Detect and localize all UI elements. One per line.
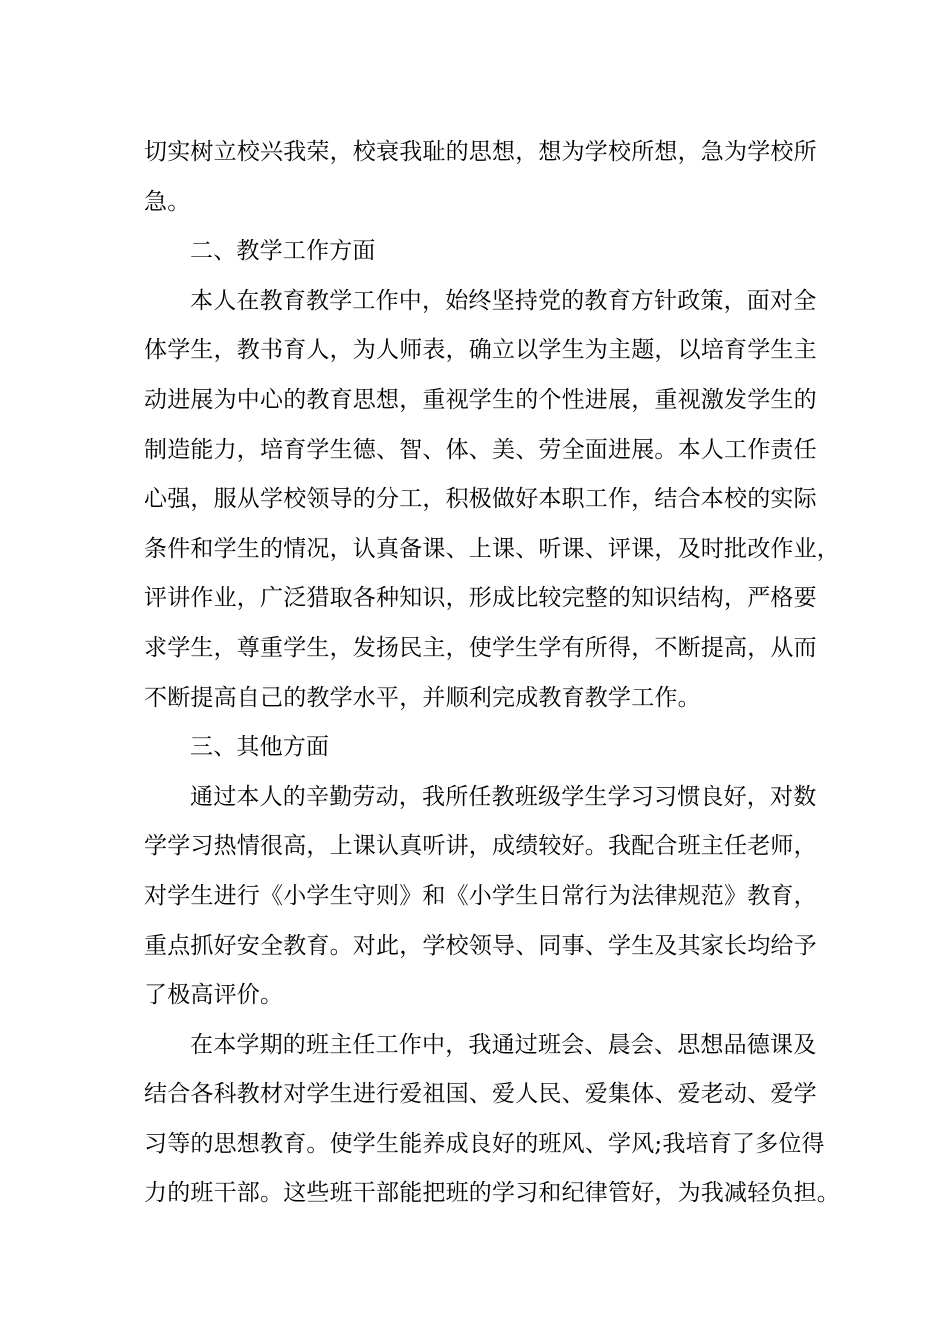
text-line: 动进展为中心的教育思想，重视学生的个性进展，重视激发学生的 [144,386,817,413]
text-line: 对学生进行《小学生守则》和《小学生日常行为法律规范》教育， [144,882,817,909]
text-line: 习等的思想教育。使学生能养成良好的班风、学风;我培育了多位得 [144,1130,825,1157]
text-line: 体学生，教书育人，为人师表，确立以学生为主题，以培育学生主 [144,337,817,364]
section-heading: 二、教学工作方面 [190,238,376,265]
text-line: 心强，服从学校领导的分工，积极做好本职工作，结合本校的实际 [144,486,817,513]
text-line: 了极高评价。 [144,982,284,1009]
text-line: 通过本人的辛勤劳动，我所任教班级学生学习习惯良好，对数 [190,783,817,810]
text-line: 本人在教育教学工作中，始终坚持党的教育方针政策，面对全 [190,287,817,314]
text-line: 学学习热情很高，上课认真听讲，成绩较好。我配合班主任老师， [144,833,817,860]
text-line: 不断提高自己的教学水平，并顺利完成教育教学工作。 [144,684,701,711]
text-line: 求学生，尊重学生，发扬民主，使学生学有所得，不断提高，从而 [144,634,817,661]
text-line: 评讲作业，广泛猎取各种知识，形成比较完整的知识结构，严格要 [144,585,817,612]
text-line: 切实树立校兴我荣，校衰我耻的思想，想为学校所想，急为学校所 [144,139,817,165]
text-line: 力的班干部。这些班干部能把班的学习和纪律管好，为我减轻负担。 [144,1180,840,1207]
text-line: 急。 [144,188,191,215]
text-line: 条件和学生的情况，认真备课、上课、听课、评课，及时批改作业， [144,535,840,562]
text-line: 制造能力，培育学生德、智、体、美、劳全面进展。本人工作责任 [144,436,817,463]
section-heading: 三、其他方面 [190,734,330,761]
text-line: 重点抓好安全教育。对此，学校领导、同事、学生及其家长均给予 [144,932,817,959]
text-line: 在本学期的班主任工作中，我通过班会、晨会、思想品德课及 [190,1031,817,1058]
text-line: 结合各科教材对学生进行爱祖国、爱人民、爱集体、爱老动、爱学 [144,1081,817,1108]
